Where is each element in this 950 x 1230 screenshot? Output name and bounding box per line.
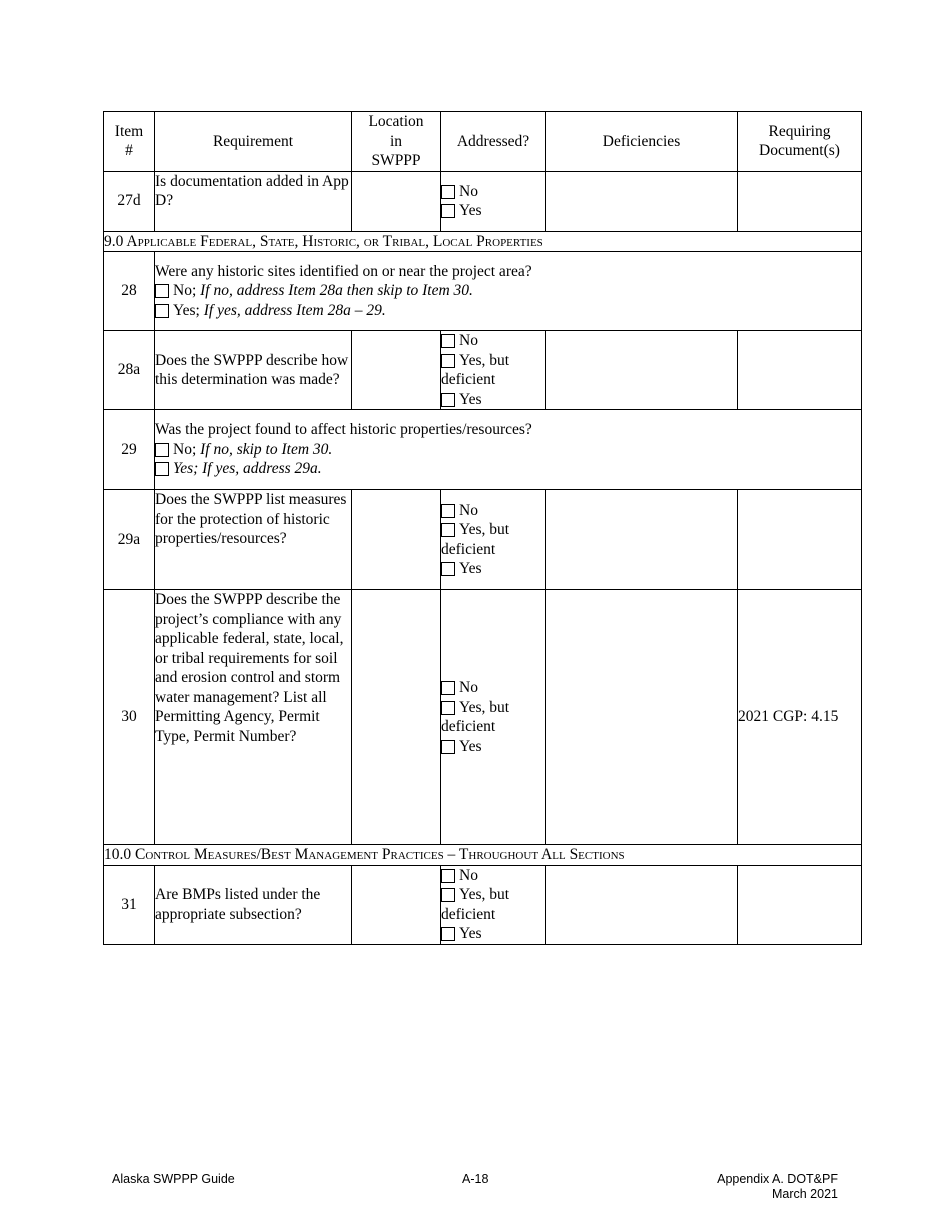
question-text: Were any historic sites identified on or near the project area? bbox=[155, 262, 532, 280]
header-deficiencies: Deficiencies bbox=[546, 112, 738, 172]
header-item: Item # bbox=[104, 112, 155, 172]
option-no bbox=[155, 440, 861, 460]
item-number: 29 bbox=[104, 410, 155, 490]
checkbox-no[interactable] bbox=[441, 185, 455, 199]
addressed-cell bbox=[441, 865, 546, 944]
location-cell[interactable] bbox=[352, 171, 441, 231]
option-no bbox=[155, 281, 861, 301]
option-yes-label: Yes bbox=[459, 560, 482, 577]
option-no-instruction: If no, skip to Item 30. bbox=[200, 440, 333, 458]
checkbox-yes-but-deficient[interactable] bbox=[441, 354, 455, 368]
option-yes-but-deficient bbox=[441, 698, 545, 718]
location-cell[interactable] bbox=[352, 331, 441, 410]
requirement-text: Does the SWPPP list measures for the protection of historic properties/resources? bbox=[155, 490, 352, 590]
option-yes-but-deficient bbox=[441, 520, 545, 540]
requirement-text: Is documentation added in App D? bbox=[155, 171, 352, 231]
option-yes bbox=[155, 301, 861, 321]
item-number: 28 bbox=[104, 252, 155, 331]
item-number: 30 bbox=[104, 590, 155, 845]
option-deficient-label: deficient bbox=[441, 718, 496, 735]
option-no-label: No bbox=[459, 332, 478, 349]
question-cell bbox=[155, 410, 862, 490]
addressed-cell bbox=[441, 490, 546, 590]
option-no-label: No bbox=[459, 866, 478, 884]
section-row-9 bbox=[104, 231, 862, 252]
location-cell[interactable] bbox=[352, 865, 441, 944]
header-addressed: Addressed? bbox=[441, 112, 546, 172]
option-no-label: No bbox=[459, 679, 478, 696]
option-no-label: No bbox=[459, 501, 478, 519]
option-deficient-label: deficient bbox=[441, 540, 496, 558]
deficiencies-cell[interactable] bbox=[546, 171, 738, 231]
option-no-label: No bbox=[459, 182, 478, 200]
addressed-cell bbox=[441, 171, 546, 231]
checkbox-yes-but-deficient[interactable] bbox=[441, 523, 455, 537]
option-yes-but-label: Yes, but bbox=[459, 521, 510, 538]
deficiencies-cell[interactable] bbox=[546, 865, 738, 944]
option-yes-label: Yes bbox=[459, 737, 482, 755]
requirement-text: Are BMPs listed under the appropriate subsection? bbox=[155, 865, 352, 944]
option-yes bbox=[155, 459, 861, 479]
checkbox-no[interactable] bbox=[441, 334, 455, 348]
requiring-cell bbox=[738, 171, 862, 231]
header-requiring: Requiring Document(s) bbox=[738, 112, 862, 172]
table-row-28 bbox=[104, 252, 862, 331]
option-no bbox=[441, 331, 545, 351]
checkbox-yes-but-deficient[interactable] bbox=[441, 888, 455, 902]
option-yes-instruction: Yes; If yes, address 29a. bbox=[173, 460, 322, 478]
requirement-text: Does the SWPPP describe how this determination was made? bbox=[155, 331, 352, 410]
location-cell[interactable] bbox=[352, 590, 441, 845]
option-yes-instruction: If yes, address Item 28a – 29. bbox=[203, 301, 386, 319]
option-yes bbox=[441, 924, 545, 944]
question-text: Was the project found to affect historic properties/resources? bbox=[155, 421, 532, 439]
option-yes bbox=[441, 737, 545, 757]
item-number: 29a bbox=[104, 490, 155, 590]
option-yes-but-label: Yes, but bbox=[459, 698, 510, 716]
checkbox-no[interactable] bbox=[441, 504, 455, 518]
requiring-cell: 2021 CGP: 4.15 bbox=[738, 590, 862, 845]
option-yes-label: Yes bbox=[459, 925, 482, 942]
location-cell[interactable] bbox=[352, 490, 441, 590]
table-row-27d bbox=[104, 171, 862, 231]
option-yes-label: Yes bbox=[459, 202, 482, 219]
checklist-table bbox=[103, 111, 862, 945]
option-yes-but-label: Yes, but bbox=[459, 351, 510, 369]
option-yes bbox=[441, 201, 545, 221]
option-deficient-label: deficient bbox=[441, 371, 496, 388]
checkbox-yes[interactable] bbox=[155, 304, 169, 318]
checkbox-no[interactable] bbox=[441, 869, 455, 883]
option-no bbox=[441, 501, 545, 521]
item-number: 28a bbox=[104, 331, 155, 410]
section-heading: 10.0 Control Measures/Best Management Practices – Throughout All Sections bbox=[104, 845, 862, 866]
table-row-29a bbox=[104, 490, 862, 590]
option-no bbox=[441, 866, 545, 886]
option-no-instruction: If no, address Item 28a then skip to Item 30. bbox=[200, 282, 473, 300]
option-deficient-label: deficient bbox=[441, 905, 496, 923]
option-no-lead: No; bbox=[173, 282, 197, 300]
option-yes bbox=[441, 559, 545, 579]
addressed-cell bbox=[441, 590, 546, 845]
checkbox-yes[interactable] bbox=[441, 204, 455, 218]
checkbox-no[interactable] bbox=[441, 681, 455, 695]
checkbox-no[interactable] bbox=[155, 284, 169, 298]
option-yes-but-label: Yes, but bbox=[459, 886, 510, 903]
requiring-cell bbox=[738, 331, 862, 410]
option-yes-but-deficient bbox=[441, 885, 545, 905]
checkbox-yes[interactable] bbox=[441, 927, 455, 941]
addressed-cell bbox=[441, 331, 546, 410]
option-yes bbox=[441, 390, 545, 410]
header-location: Location in SWPPP bbox=[352, 112, 441, 172]
checkbox-yes-but-deficient[interactable] bbox=[441, 701, 455, 715]
option-yes-but-deficient bbox=[441, 351, 545, 371]
deficiencies-cell[interactable] bbox=[546, 490, 738, 590]
table-row-30 bbox=[104, 590, 862, 845]
footer-right-line2: March 2021 bbox=[771, 1187, 838, 1201]
checkbox-no[interactable] bbox=[155, 443, 169, 457]
requirement-text: Does the SWPPP describe the project’s compliance with any applicable federal, state, local, or tribal requirements for soil and erosion control and storm water management? List all Permitting Agency, Permit Type, Permit Number? bbox=[155, 590, 352, 845]
option-yes-lead: Yes; bbox=[173, 301, 200, 319]
checkbox-yes[interactable] bbox=[441, 393, 455, 407]
table-row-29 bbox=[104, 410, 862, 490]
option-no-lead: No; bbox=[173, 440, 197, 458]
checkbox-yes[interactable] bbox=[441, 740, 455, 754]
footer-right bbox=[717, 1172, 838, 1202]
requiring-cell bbox=[738, 490, 862, 590]
section-row-10 bbox=[104, 845, 862, 866]
item-number: 31 bbox=[104, 865, 155, 944]
table-row-31 bbox=[104, 865, 862, 944]
deficiencies-cell[interactable] bbox=[546, 331, 738, 410]
footer-page-number: A-18 bbox=[462, 1172, 489, 1186]
deficiencies-cell[interactable] bbox=[546, 590, 738, 845]
option-no bbox=[441, 182, 545, 202]
table-row-28a bbox=[104, 331, 862, 410]
footer-left: Alaska SWPPP Guide bbox=[112, 1172, 235, 1186]
option-no bbox=[441, 678, 545, 698]
question-cell bbox=[155, 252, 862, 331]
section-heading: 9.0 Applicable Federal, State, Historic, or Tribal, Local Properties bbox=[104, 231, 862, 252]
requiring-cell bbox=[738, 865, 862, 944]
item-number: 27d bbox=[104, 171, 155, 231]
option-yes-label: Yes bbox=[459, 390, 482, 408]
checkbox-yes[interactable] bbox=[155, 462, 169, 476]
footer-right-line1: Appendix A. DOT&PF bbox=[717, 1172, 838, 1186]
header-requirement: Requirement bbox=[155, 112, 352, 172]
checkbox-yes[interactable] bbox=[441, 562, 455, 576]
header-row bbox=[104, 112, 862, 172]
